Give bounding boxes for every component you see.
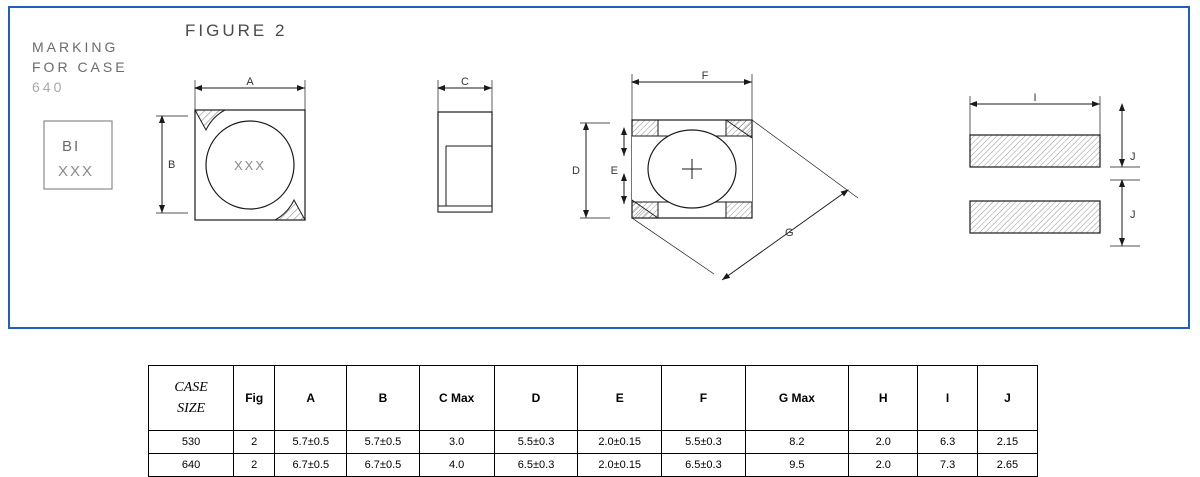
marking-line-3: 640 — [32, 79, 65, 95]
marking-box-line-1: BI — [62, 138, 81, 155]
dim-label-c: C — [461, 76, 469, 88]
cell-f: 5.5±0.3 — [662, 431, 746, 454]
dim-label-g: G — [785, 227, 794, 239]
dim-label-d: D — [572, 165, 580, 177]
cell-a: 6.7±0.5 — [275, 454, 347, 477]
header-a: A — [275, 366, 347, 431]
table-header-row — [149, 366, 1038, 431]
header-case-size-line1: CASE — [174, 380, 208, 395]
header-d: D — [494, 366, 578, 431]
header-g-max: G Max — [745, 366, 849, 431]
header-j: J — [977, 366, 1037, 431]
table-row — [149, 454, 1038, 477]
cell-a: 5.7±0.5 — [275, 431, 347, 454]
header-b: B — [347, 366, 419, 431]
header-case-size — [149, 366, 234, 431]
dimension-table — [148, 365, 1038, 477]
top-view-marking-text: XXX — [233, 158, 267, 173]
dimension-table-container — [148, 365, 1038, 477]
cell-e: 2.0±0.15 — [578, 454, 662, 477]
header-f: F — [662, 366, 746, 431]
dim-label-b: B — [168, 159, 176, 171]
dim-label-j-bottom: J — [1130, 209, 1136, 221]
figure-drawing — [10, 8, 1188, 327]
cell-b: 5.7±0.5 — [347, 431, 419, 454]
cell-case-size: 640 — [149, 454, 234, 477]
cell-f: 6.5±0.3 — [662, 454, 746, 477]
cell-i: 7.3 — [918, 454, 978, 477]
cell-g-max: 8.2 — [745, 431, 849, 454]
cell-d: 6.5±0.3 — [494, 454, 578, 477]
marking-line-1: MARKING — [32, 39, 119, 55]
dim-label-e: E — [610, 165, 618, 177]
header-case-size-line2: SIZE — [177, 401, 206, 416]
cell-case-size: 530 — [149, 431, 234, 454]
land-pad-bottom — [970, 201, 1100, 233]
figure-drawing-frame — [8, 6, 1190, 329]
header-e: E — [578, 366, 662, 431]
cell-d: 5.5±0.3 — [494, 431, 578, 454]
cell-fig: 2 — [234, 431, 275, 454]
cell-g-max: 9.5 — [745, 454, 849, 477]
land-pad-top — [970, 135, 1100, 167]
cell-b: 6.7±0.5 — [347, 454, 419, 477]
cell-j: 2.15 — [977, 431, 1037, 454]
top-view-pad-br — [275, 200, 305, 220]
header-i: I — [918, 366, 978, 431]
side-view-base — [438, 206, 492, 212]
cell-i: 6.3 — [918, 431, 978, 454]
cell-fig: 2 — [234, 454, 275, 477]
header-fig: Fig — [234, 366, 275, 431]
cell-c-max: 3.0 — [419, 431, 494, 454]
cell-h: 2.0 — [849, 454, 918, 477]
dim-label-a: A — [246, 76, 254, 88]
cell-h: 2.0 — [849, 431, 918, 454]
marking-line-2: FOR CASE — [32, 59, 128, 75]
header-c-max: C Max — [419, 366, 494, 431]
figure-title: FIGURE 2 — [185, 21, 288, 40]
cell-e: 2.0±0.15 — [578, 431, 662, 454]
header-h: H — [849, 366, 918, 431]
top-view-pad-tl — [195, 110, 225, 130]
dim-label-f: F — [701, 70, 709, 82]
dim-label-j-top: J — [1130, 151, 1136, 163]
cell-j: 2.65 — [977, 454, 1037, 477]
marking-box-line-2: XXX — [58, 163, 95, 180]
cell-c-max: 4.0 — [419, 454, 494, 477]
dim-label-i: I — [1033, 92, 1037, 104]
table-row — [149, 431, 1038, 454]
